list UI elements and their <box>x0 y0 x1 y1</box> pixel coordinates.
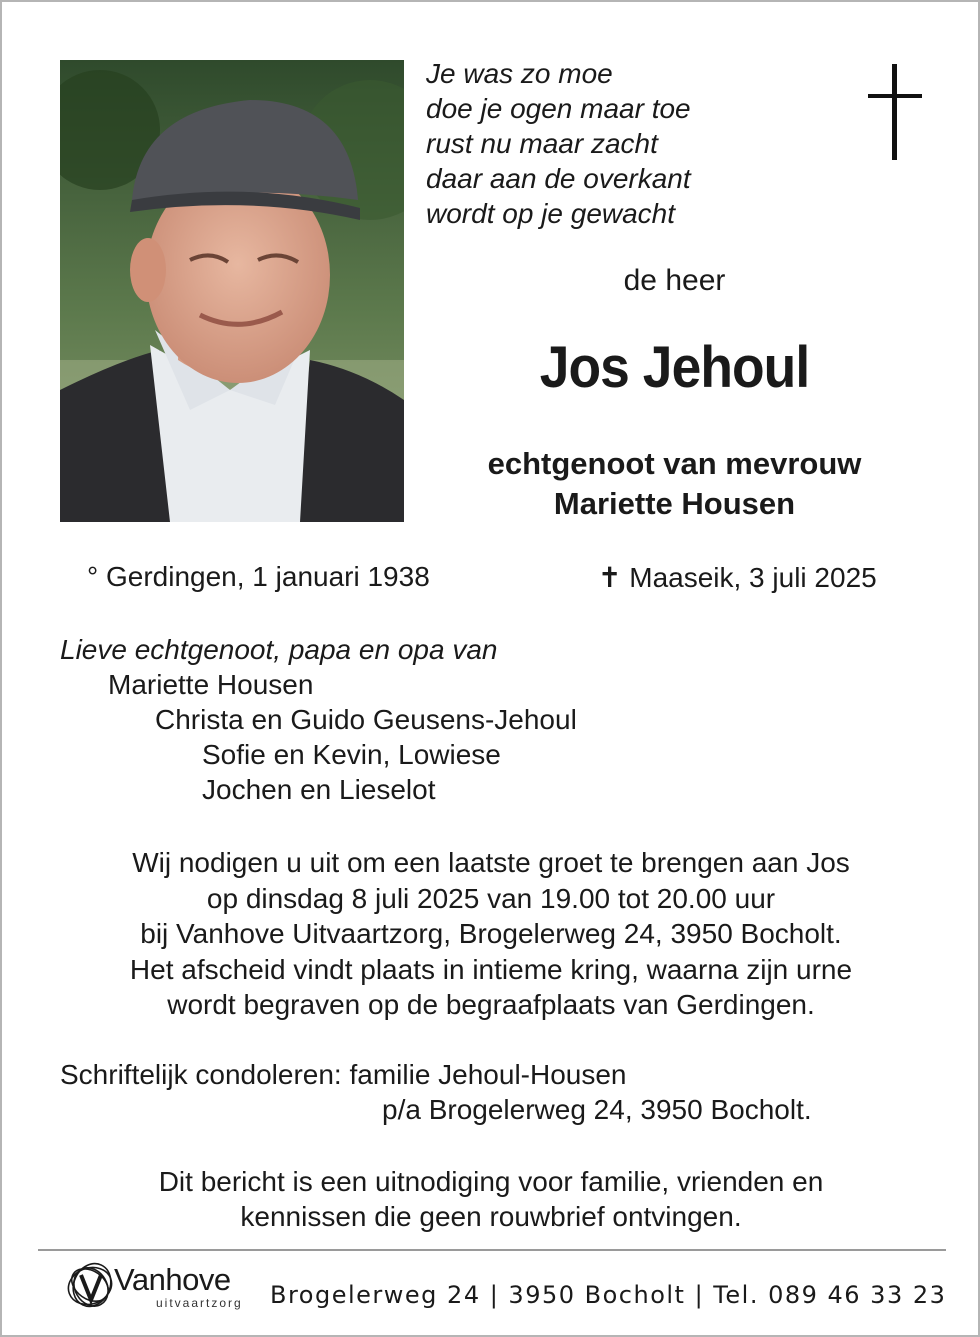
logo-name: Vanhove <box>114 1262 231 1297</box>
birth-info: ° Gerdingen, 1 januari 1938 <box>87 561 430 592</box>
invitation-text <box>32 845 950 1023</box>
family-intro: Lieve echtgenoot, papa en opa van <box>60 634 498 665</box>
family-member: Sofie en Kevin, Lowiese <box>202 739 501 770</box>
spouse-line-1: echtgenoot van mevrouw <box>487 446 862 481</box>
portrait-photo <box>60 60 404 522</box>
family-member: Mariette Housen <box>108 669 314 700</box>
salutation: de heer <box>623 264 726 297</box>
condolence-line-1: Schriftelijk condoleren: familie Jehoul-Housen <box>60 1059 627 1090</box>
death-info: ✝ Maaseik, 3 juli 2025 <box>598 562 877 593</box>
invitation-line: Wij nodigen u uit om een laatste groet te brengen aan Jos <box>132 847 850 878</box>
family-member: Jochen en Lieselot <box>202 774 436 805</box>
cross-icon <box>866 64 924 162</box>
condolence-line-2: p/a Brogelerweg 24, 3950 Bocholt. <box>382 1094 812 1125</box>
poem-line: daar aan de overkant <box>426 163 691 194</box>
poem <box>426 56 846 231</box>
footer-divider <box>38 1249 946 1251</box>
notice-text <box>32 1164 950 1234</box>
family-member: Christa en Guido Geusens-Jehoul <box>155 704 577 735</box>
notice-line-2: kennissen die geen rouwbrief ontvingen. <box>240 1201 742 1232</box>
poem-line: Je was zo moe <box>426 58 613 89</box>
poem-line: doe je ogen maar toe <box>426 93 691 124</box>
spouse-block <box>422 444 927 524</box>
invitation-line: op dinsdag 8 juli 2025 van 19.00 tot 20.00 uur <box>206 882 776 914</box>
deceased-name: Jos Jehoul <box>539 335 810 400</box>
invitation-line: Het afscheid vindt plaats in intieme kring, waarna zijn urne <box>129 953 853 985</box>
logo-mark-icon <box>64 1258 120 1314</box>
condolence-address <box>60 1057 812 1127</box>
notice-line-1: Dit bericht is een uitnodiging voor familie, vrienden en <box>158 1166 824 1197</box>
family-list <box>60 632 577 807</box>
logo-subtitle: uitvaartzorg <box>156 1296 243 1310</box>
spouse-line-2: Mariette Housen <box>553 486 796 521</box>
invitation-line: bij Vanhove Uitvaartzorg, Brogelerweg 24, 3950 Bocholt. <box>140 918 842 949</box>
poem-line: wordt op je gewacht <box>426 198 676 229</box>
poem-line: rust nu maar zacht <box>426 128 658 159</box>
footer-contact: Brogelerweg 24 | 3950 Bocholt | Tel. 089 46 33 23 <box>270 1281 947 1309</box>
vanhove-logo <box>64 1258 254 1314</box>
invitation-line: wordt begraven op de begraafplaats van Gerdingen. <box>167 989 815 1020</box>
portrait-illustration <box>60 60 404 522</box>
